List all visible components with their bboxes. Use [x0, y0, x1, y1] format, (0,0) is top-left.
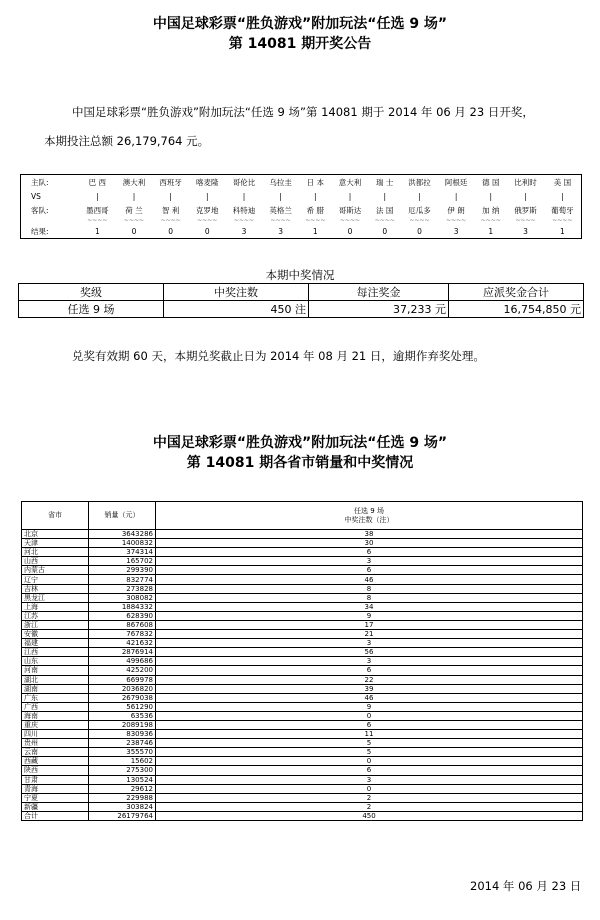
- match-result: 3: [278, 226, 283, 236]
- sales-amount: 425200: [89, 666, 156, 675]
- sales-province: 山西: [22, 557, 89, 566]
- sales-wins: 0: [156, 784, 583, 793]
- dash-line: ~~~~: [270, 217, 291, 224]
- sales-province: 宁夏: [22, 793, 89, 802]
- away-team: 英格兰: [269, 205, 292, 215]
- vs-label: VS: [31, 191, 41, 201]
- sales-wins: 6: [156, 548, 583, 557]
- vs-separator: |: [418, 191, 421, 201]
- sales-row: [22, 702, 583, 711]
- sales-amount: 3643286: [89, 530, 156, 539]
- sales-wins: 17: [156, 620, 583, 629]
- sales-row: [22, 766, 583, 775]
- sales-province: 黑龙江: [22, 593, 89, 602]
- away-team: 科特迪: [232, 205, 256, 215]
- dash-line: ~~~~: [446, 217, 467, 224]
- sales-row: [22, 693, 583, 702]
- sales-province: 河南: [22, 666, 89, 675]
- sales-amount: 238746: [89, 739, 156, 748]
- intro-line1: 中国足球彩票“胜负游戏”附加玩法“任选 9 场”第 14081 期于 2014 年 06 月 23 日开奖，: [72, 105, 534, 119]
- sales-amount: 2679038: [89, 693, 156, 702]
- sales-row: [22, 720, 583, 729]
- sales-province: 重庆: [22, 720, 89, 729]
- home-team: 日 本: [306, 177, 325, 187]
- sales-province: 云南: [22, 748, 89, 757]
- sales-province: 北京: [22, 530, 89, 539]
- sales-table: [21, 501, 583, 821]
- sales-province: 陕西: [22, 766, 89, 775]
- match-result: 0: [204, 226, 210, 236]
- sales-province: 内蒙古: [22, 566, 89, 575]
- sales-amount: 830936: [89, 730, 156, 739]
- sales-title-line1: 中国足球彩票“胜负游戏”附加玩法“任选 9 场”: [152, 435, 448, 451]
- sales-wins: 56: [156, 648, 583, 657]
- sales-amount: 355570: [89, 748, 156, 757]
- sales-row: [22, 602, 583, 611]
- match-result: 0: [347, 226, 353, 236]
- sales-amount: 669978: [89, 675, 156, 684]
- prize-level: 任选 9 场: [19, 301, 164, 318]
- sales-row: [22, 557, 583, 566]
- prize-count: 450 注: [164, 301, 309, 318]
- sales-province: 辽宁: [22, 575, 89, 584]
- sales-row: [22, 639, 583, 648]
- sales-wins: 3: [156, 557, 583, 566]
- prize-per-bet: 37,233 元: [309, 301, 449, 318]
- away-team: 厄瓜多: [408, 205, 431, 215]
- prize-header-per-bet: 每注奖金: [309, 284, 449, 301]
- dash-line: ~~~~: [480, 217, 501, 224]
- sales-wins: 0: [156, 757, 583, 766]
- vs-separator: |: [169, 191, 172, 201]
- sales-row: [22, 802, 583, 811]
- sales-province: 山东: [22, 657, 89, 666]
- dash-line: ~~~~: [374, 217, 395, 224]
- away-label: 客队:: [31, 205, 49, 215]
- home-team: 阿根廷: [444, 177, 468, 187]
- sales-amount: 275300: [89, 766, 156, 775]
- dash-line: ~~~~: [160, 217, 181, 224]
- sales-province: 青海: [22, 784, 89, 793]
- sales-amount: 26179764: [89, 811, 156, 820]
- sales-amount: 832774: [89, 575, 156, 584]
- match-result: 0: [382, 226, 388, 236]
- dash-line: ~~~~: [197, 217, 218, 224]
- sales-row: [22, 611, 583, 620]
- match-result: 0: [417, 226, 422, 236]
- validity-text: 兑奖有效期 60 天，本期兑奖截止日为 2014 年 08 月 21 日，逾期作弃奖处理。: [72, 349, 485, 363]
- home-team: 瑞 士: [376, 177, 394, 187]
- home-team: 洪都拉: [408, 177, 431, 187]
- away-team-row: [21, 203, 582, 217]
- sales-row: [22, 548, 583, 557]
- sales-row: [22, 593, 583, 602]
- sales-province: 广东: [22, 693, 89, 702]
- match-result: 1: [312, 226, 318, 236]
- match-result: 3: [241, 226, 247, 236]
- away-team: 希 腊: [306, 205, 325, 215]
- sales-wins: 39: [156, 684, 583, 693]
- away-team: 克罗地: [196, 205, 219, 215]
- sales-row: [22, 648, 583, 657]
- vs-separator: |: [524, 191, 527, 201]
- sales-row: [22, 539, 583, 548]
- vs-separator: |: [348, 191, 352, 201]
- sales-amount: 374314: [89, 548, 156, 557]
- prize-caption: 本期中奖情况: [265, 268, 335, 282]
- dash-line: ~~~~: [339, 217, 361, 224]
- sales-amount: 767832: [89, 630, 156, 639]
- sales-amount: 308082: [89, 593, 156, 602]
- sales-wins: 38: [156, 530, 583, 539]
- result-label: 结果:: [31, 226, 49, 236]
- match-result: 1: [94, 226, 100, 236]
- prize-total: 16,754,850 元: [449, 301, 584, 318]
- sales-row: [22, 584, 583, 593]
- sales-wins: 6: [156, 666, 583, 675]
- sales-amount: 29612: [89, 784, 156, 793]
- sales-province: 四川: [22, 730, 89, 739]
- sales-row: [22, 630, 583, 639]
- sales-amount: 165702: [89, 557, 156, 566]
- sales-wins: 3: [156, 775, 583, 784]
- sales-amount: 229988: [89, 793, 156, 802]
- match-result: 1: [560, 226, 565, 236]
- away-team: 葡萄牙: [551, 205, 574, 215]
- sales-amount: 1884332: [89, 602, 156, 611]
- sales-province: 上海: [22, 602, 89, 611]
- sales-wins: 3: [156, 639, 583, 648]
- sales-row: [22, 757, 583, 766]
- announcement-title-line1: 中国足球彩票“胜负游戏”附加玩法“任选 9 场”: [152, 16, 448, 32]
- vs-row: [21, 189, 582, 203]
- sales-amount: 628390: [89, 611, 156, 620]
- sales-row: [22, 657, 583, 666]
- sales-province: 福建: [22, 639, 89, 648]
- sales-row: [22, 675, 583, 684]
- sales-wins: 6: [156, 720, 583, 729]
- sales-wins: 8: [156, 593, 583, 602]
- dash-line: ~~~~: [87, 217, 108, 224]
- vs-separator: |: [206, 191, 209, 201]
- sales-wins: 3: [156, 657, 583, 666]
- sales-wins: 5: [156, 739, 583, 748]
- sales-header-wins-line1: 任选 9 场: [354, 506, 384, 515]
- away-team: 荷 兰: [125, 205, 143, 215]
- dash-line: ~~~~: [233, 217, 254, 224]
- sales-wins: 46: [156, 693, 583, 702]
- sales-province: 合计: [22, 811, 89, 820]
- sales-row: [22, 730, 583, 739]
- dash-line: ~~~~: [305, 217, 326, 224]
- sales-amount: 2876914: [89, 648, 156, 657]
- sales-amount: 15602: [89, 757, 156, 766]
- sales-amount: 867608: [89, 620, 156, 629]
- away-team: 墨西哥: [86, 205, 109, 215]
- sales-wins: 0: [156, 711, 583, 720]
- sales-amount: 1400832: [89, 539, 156, 548]
- home-team: 巴 西: [88, 177, 107, 187]
- sales-wins: 34: [156, 602, 583, 611]
- sales-row: [22, 620, 583, 629]
- prize-header-level: 奖级: [19, 284, 164, 301]
- prize-row: [19, 301, 584, 318]
- sales-header-row: [22, 502, 583, 530]
- sales-province: 吉林: [22, 584, 89, 593]
- sales-amount: 2036820: [89, 684, 156, 693]
- sales-wins: 9: [156, 611, 583, 620]
- home-team: 比利时: [514, 177, 537, 187]
- sales-header-sales: 销量（元）: [89, 502, 156, 530]
- sales-province: 江苏: [22, 611, 89, 620]
- sales-wins: 46: [156, 575, 583, 584]
- sales-wins: 30: [156, 539, 583, 548]
- vs-separator: |: [314, 191, 317, 201]
- away-team: 哥斯达: [338, 205, 362, 215]
- sales-wins: 6: [156, 566, 583, 575]
- sales-province: 河北: [22, 548, 89, 557]
- prize-header-count: 中奖注数: [164, 284, 309, 301]
- sales-row: [22, 775, 583, 784]
- away-team: 伊 朗: [447, 205, 465, 215]
- sales-row: [22, 711, 583, 720]
- vs-separator: |: [383, 191, 386, 201]
- vs-separator: |: [489, 191, 493, 201]
- sales-wins: 450: [156, 811, 583, 820]
- prize-table: [18, 283, 584, 318]
- sales-wins: 21: [156, 630, 583, 639]
- announcement-title-line2: 第 14081 期开奖公告: [228, 36, 372, 52]
- home-label: 主队:: [31, 177, 49, 187]
- home-team: 德 国: [482, 177, 500, 187]
- match-result: 3: [453, 226, 459, 236]
- sales-wins: 22: [156, 675, 583, 684]
- sales-title-line2: 第 14081 期各省市销量和中奖情况: [186, 455, 414, 471]
- sales-amount: 63536: [89, 711, 156, 720]
- home-team: 喀麦隆: [196, 177, 219, 187]
- away-team: 法 国: [376, 205, 394, 215]
- match-result: 0: [131, 226, 137, 236]
- match-result: 1: [488, 226, 494, 236]
- dash-row: [21, 217, 582, 224]
- sales-province: 浙江: [22, 620, 89, 629]
- match-table: [20, 174, 582, 239]
- home-team: 意大利: [338, 177, 362, 187]
- sales-wins: 9: [156, 702, 583, 711]
- sales-province: 天津: [22, 539, 89, 548]
- home-team: 美 国: [553, 177, 572, 187]
- sales-province: 海南: [22, 711, 89, 720]
- sales-header-wins: [156, 502, 583, 530]
- sales-amount: 130524: [89, 775, 156, 784]
- sales-row: [22, 739, 583, 748]
- home-team: 澳大利: [122, 177, 146, 187]
- sales-province: 西藏: [22, 757, 89, 766]
- sales-row: [22, 684, 583, 693]
- sales-amount: 2089198: [89, 720, 156, 729]
- sales-province: 安徽: [22, 630, 89, 639]
- sales-amount: 303824: [89, 802, 156, 811]
- away-team: 智 利: [161, 205, 180, 215]
- intro-line2: 本期投注总额 26,179,764 元。: [44, 134, 210, 148]
- sales-province: 贵州: [22, 739, 89, 748]
- vs-separator: |: [242, 191, 246, 201]
- sales-province: 新疆: [22, 802, 89, 811]
- sales-wins: 6: [156, 766, 583, 775]
- prize-header-total: 应派奖金合计: [449, 284, 584, 301]
- sales-row: [22, 566, 583, 575]
- sales-row: [22, 575, 583, 584]
- sales-wins: 2: [156, 802, 583, 811]
- sales-wins: 11: [156, 730, 583, 739]
- home-team: 乌拉圭: [269, 177, 292, 187]
- sales-row: [22, 748, 583, 757]
- result-row: [21, 224, 582, 239]
- sales-province: 甘肃: [22, 775, 89, 784]
- vs-separator: |: [132, 191, 136, 201]
- sales-header-province: 省市: [22, 502, 89, 530]
- home-team-row: [21, 175, 582, 190]
- sales-row: [22, 811, 583, 820]
- vs-separator: |: [279, 191, 282, 201]
- sales-row: [22, 784, 583, 793]
- prize-header-row: [19, 284, 584, 301]
- match-result: 3: [523, 226, 528, 236]
- sales-wins: 5: [156, 748, 583, 757]
- sales-wins: 8: [156, 584, 583, 593]
- dash-line: ~~~~: [409, 217, 430, 224]
- sales-amount: 499686: [89, 657, 156, 666]
- sales-province: 湖南: [22, 684, 89, 693]
- away-team: 俄罗斯: [514, 205, 537, 215]
- sales-row: [22, 793, 583, 802]
- vs-separator: |: [561, 191, 564, 201]
- sales-header-wins-line2: 中奖注数（注）: [344, 515, 394, 524]
- sales-amount: 421632: [89, 639, 156, 648]
- sales-amount: 299390: [89, 566, 156, 575]
- dash-line: ~~~~: [552, 217, 573, 224]
- home-team: 哥伦比: [232, 177, 256, 187]
- sales-amount: 273828: [89, 584, 156, 593]
- sales-province: 广西: [22, 702, 89, 711]
- sales-province: 江西: [22, 648, 89, 657]
- sales-wins: 2: [156, 793, 583, 802]
- vs-separator: |: [96, 191, 99, 201]
- sales-row: [22, 666, 583, 675]
- match-result: 0: [168, 226, 174, 236]
- dash-line: ~~~~: [515, 217, 536, 224]
- dash-line: ~~~~: [123, 217, 145, 224]
- vs-separator: |: [454, 191, 458, 201]
- home-team: 西班牙: [159, 177, 182, 187]
- sales-row: [22, 530, 583, 539]
- footer-date: 2014 年 06 月 23 日: [470, 879, 582, 893]
- away-team: 加 纳: [482, 205, 500, 215]
- sales-province: 湖北: [22, 675, 89, 684]
- sales-amount: 561290: [89, 702, 156, 711]
